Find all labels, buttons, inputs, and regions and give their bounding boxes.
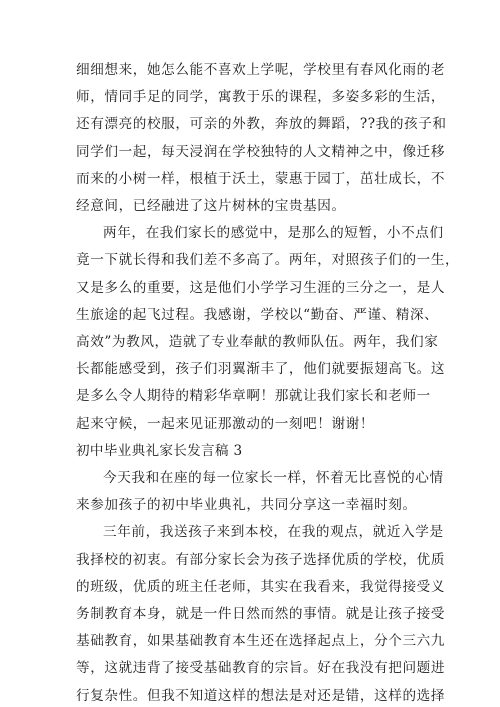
section-heading: 初中毕业典礼家长发言稿 3	[76, 442, 243, 459]
paragraph-line-10: 生旅途的起飞过程。我感谢，学校以“勤奋、严谨、精深、	[76, 306, 439, 323]
paragraph-line-17: 来参加孩子的初中毕业典礼，共同分享这一幸福时刻。	[76, 497, 417, 514]
paragraph-line-24: 行复杂性。但我不知道这样的想法是对还是错，这样的选择	[76, 687, 446, 704]
paragraph-line-22: 基础教育，如果基础教育本生还在选择起点上，分个三六九	[76, 633, 446, 650]
paragraph-line-12: 长都能感受到，孩子们羽翼渐丰了，他们就要振翅高飞。这	[76, 361, 446, 378]
paragraph-line-4: 同学们一起，每天浸润在学校独特的人文精神之中，像迁移	[76, 143, 446, 160]
paragraph-line-14: 起来守候，一起来见证那激动的一刻吧！谢谢！	[76, 415, 375, 432]
paragraph-line-20: 的班级，优质的班主任老师，其实在我看来，我觉得接受义	[76, 578, 446, 595]
paragraph-line-9: 又是多么的重要，这是他们小学学习生涯的三分之一，是人	[76, 279, 446, 296]
paragraph-line-19: 我择校的初衷。有部分家长会为孩子选择优质的学校，优质	[76, 551, 446, 568]
paragraph-line-16: 今天我和在座的每一位家长一样，怀着无比喜悦的心情	[103, 470, 444, 486]
paragraph-line-11: 高效”为教风，造就了专业奉献的教师队伍。两年，我们家	[76, 334, 439, 350]
paragraph-line-1: 细细想来，她怎么能不喜欢上学呢，学校里有春风化雨的老	[76, 62, 446, 78]
paragraph-line-13: 是多么令人期待的精彩华章啊！那就让我们家长和老师一	[76, 388, 431, 405]
paragraph-line-23: 等，这就违背了接受基础教育的宗旨。好在我没有把问题进	[76, 660, 446, 677]
paragraph-line-5: 而来的小树一样，根植于沃土，蒙惠于园丁，茁壮成长，不	[76, 170, 446, 187]
paragraph-line-18: 三年前，我送孩子来到本校，在我的观点，就近入学是	[103, 524, 444, 541]
paragraph-line-6: 经意间，已经融进了这片树林的宝贵基因。	[76, 198, 346, 214]
paragraph-line-3: 还有漂亮的校服，可亲的外教，奔放的舞蹈，??我的孩子和	[76, 116, 447, 133]
paragraph-line-7: 两年，在我们家长的感觉中，是那么的短暂，小不点们	[103, 225, 444, 242]
paragraph-line-8: 竟一下就长得和我们差不多高了。两年，对照孩子们的一生，	[76, 252, 460, 269]
paragraph-line-2: 师，情同手足的同学，寓教于乐的课程，多姿多彩的生活，	[76, 89, 446, 106]
paragraph-line-21: 务制教育本身，就是一件日然而然的事情。就是让孩子接受	[76, 606, 446, 622]
